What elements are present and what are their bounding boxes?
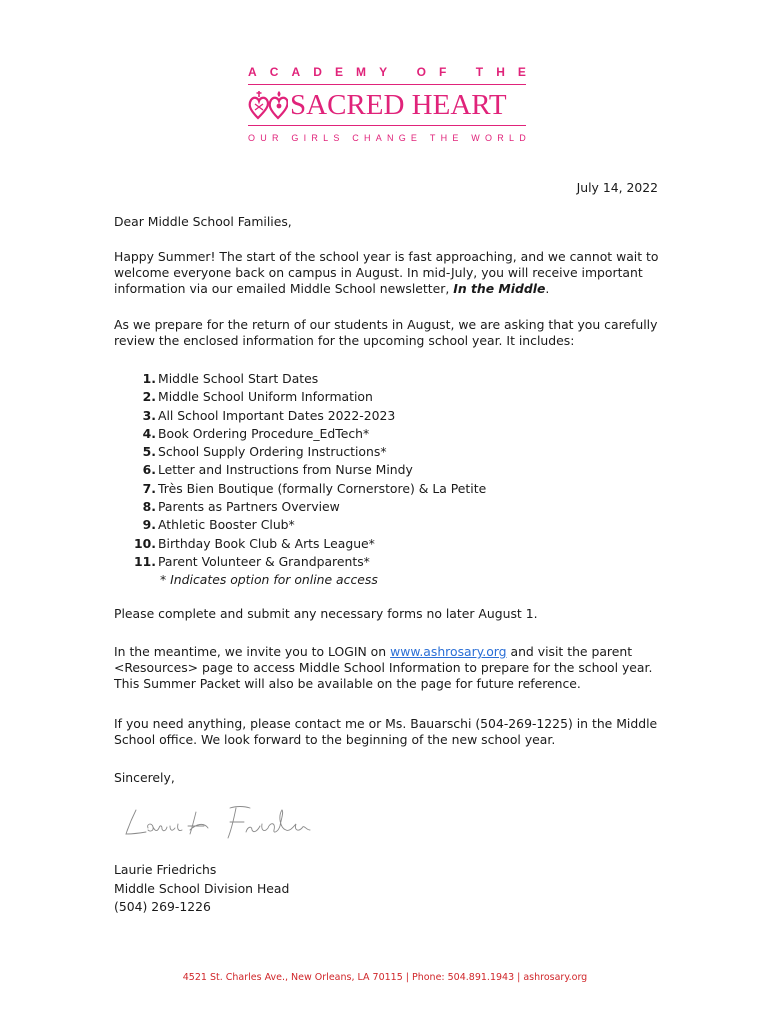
tagline-letter: R — [497, 133, 504, 143]
letterhead — [248, 64, 528, 144]
list-item-text: All School Important Dates 2022-2023 — [158, 407, 396, 423]
tagline-letter: E — [410, 133, 417, 143]
list-item-text: Middle School Uniform Information — [158, 389, 373, 405]
tagline-letter: A — [375, 133, 382, 143]
tagline-letter: H — [364, 133, 371, 143]
academy-letter: F — [438, 65, 447, 79]
tagline-letter: T — [429, 133, 436, 143]
academy-letter: A — [248, 65, 257, 79]
list-item — [114, 443, 674, 461]
list-item-text: Letter and Instructions from Nurse Mindy — [158, 462, 413, 478]
footer-address: 4521 St. Charles Ave., New Orleans, LA 70115 | Phone: 504.891.1943 | ashrosary.org — [182, 972, 588, 983]
academy-letter: M — [356, 65, 367, 79]
tagline-letter: R — [271, 133, 279, 143]
sacred-hearts-logo-icon — [248, 90, 288, 120]
academy-letter: T — [475, 65, 484, 79]
list-item — [114, 535, 674, 553]
list-item — [114, 388, 674, 406]
tagline-letter — [284, 132, 287, 144]
tagline-letter: S — [333, 133, 340, 143]
tagline-letter: L — [508, 133, 514, 143]
academy-letter: A — [291, 65, 301, 79]
list-item-text: Athletic Booster Club* — [158, 517, 295, 533]
list-item — [114, 370, 674, 388]
academy-letter — [459, 64, 462, 80]
newsletter-name: In the Middle — [453, 281, 546, 296]
paragraph-login-after: and visit the parent <Resources> page to access Middle School Information to prepare for the school year. This Summer Packet will also be available on the page for future reference. — [114, 644, 653, 691]
list-item-number: 11. — [134, 553, 156, 569]
tagline-letter: W — [471, 133, 480, 143]
list-item-text: Parent Volunteer & Grandparents* — [158, 553, 370, 569]
list-item — [114, 407, 674, 425]
letterhead-tagline — [248, 132, 526, 144]
letterhead-school-name: SACRED HEART — [290, 89, 507, 121]
letter-date: July 14, 2022 — [576, 180, 658, 195]
list-item-number: 5. — [142, 444, 156, 460]
list-item-number: 6. — [142, 462, 156, 478]
list-item-text: Très Bien Boutique (formally Cornerstore) & La Petite — [158, 480, 487, 496]
list-item — [114, 480, 674, 498]
signer-name: Laurie Friedrichs — [114, 862, 217, 877]
list-item-number: 1. — [142, 371, 156, 386]
academy-letter: H — [496, 65, 505, 79]
signature-block — [114, 861, 674, 917]
academy-letter: C — [269, 65, 279, 79]
tagline-letter: E — [452, 133, 459, 143]
handwritten-signature — [118, 800, 318, 846]
tagline-letter: C — [352, 133, 359, 143]
closing: Sincerely, — [114, 770, 175, 785]
salutation: Dear Middle School Families, — [114, 214, 292, 229]
list-item-number: 7. — [142, 480, 156, 496]
paragraph-login — [114, 644, 674, 692]
signer-title: Middle School Division Head — [114, 880, 290, 896]
online-access-note: * Indicates option for online access — [160, 572, 378, 588]
academy-letter: E — [517, 65, 526, 79]
tagline-letter: G — [398, 133, 406, 143]
tagline-letter: O — [248, 133, 256, 143]
letterhead-academy-of-the — [248, 64, 526, 80]
tagline-letter: L — [323, 133, 329, 143]
list-item — [114, 425, 674, 443]
tagline-letter: H — [440, 133, 448, 143]
tagline-letter: N — [386, 133, 394, 143]
academy-letter — [400, 64, 403, 80]
list-item-text: Parents as Partners Overview — [158, 499, 340, 515]
list-item-number: 10. — [134, 535, 156, 551]
paragraph-deadline: Please complete and submit any necessary forms no later August 1. — [114, 606, 538, 621]
list-item-number: 8. — [142, 499, 156, 515]
enclosure-list — [114, 370, 674, 590]
list-item — [114, 553, 674, 571]
academy-letter: Y — [379, 65, 388, 79]
list-item-text: Birthday Book Club & Arts League* — [158, 535, 375, 551]
list-item-number: 4. — [142, 425, 156, 441]
tagline-letter: G — [291, 133, 299, 143]
tagline-letter — [464, 132, 467, 144]
tagline-letter: O — [485, 133, 493, 143]
tagline-letter: I — [303, 133, 307, 143]
list-item-number: 9. — [142, 517, 156, 533]
signer-phone: (504) 269-1226 — [114, 899, 211, 914]
academy-letter: E — [334, 65, 343, 79]
paragraph-login-before: In the meantime, we invite you to LOGIN on — [114, 644, 391, 659]
list-item-text: Book Ordering Procedure_EdTech* — [158, 425, 370, 441]
website-link[interactable]: www.ashrosary.org — [390, 644, 507, 659]
letterhead-top-rule — [248, 84, 526, 85]
letterhead-bottom-rule — [248, 125, 526, 126]
list-item — [114, 516, 674, 534]
tagline-letter: U — [260, 133, 267, 143]
list-item-text: School Supply Ordering Instructions* — [158, 444, 387, 460]
tagline-letter — [422, 132, 425, 144]
list-item — [114, 498, 674, 516]
paragraph-intro — [114, 249, 674, 297]
paragraph-enclosed: As we prepare for the return of our students in August, we are asking that you carefully review the enclosed information for the upcoming school year. It includes: — [114, 317, 658, 348]
list-item — [114, 461, 674, 479]
paragraph-intro-text: Happy Summer! The start of the school year is fast approaching, and we cannot wait to welcome everyone back on campus in August. In mid-July, you will receive important information via our emailed Middle School newsletter, — [114, 249, 659, 296]
academy-letter: D — [313, 65, 322, 79]
list-item-number: 3. — [142, 407, 156, 423]
list-item-text: Middle School Start Dates — [158, 371, 319, 386]
paragraph-contact: If you need anything, please contact me or Ms. Bauarschi (504-269-1225) in the Middle School office. We look forward to the beginning of the new school year. — [114, 716, 658, 747]
tagline-letter: R — [311, 133, 318, 143]
paragraph-intro-end: . — [545, 281, 550, 296]
tagline-letter: D — [519, 133, 526, 143]
academy-letter: O — [416, 65, 426, 79]
tagline-letter — [345, 132, 348, 144]
list-item-number: 2. — [142, 389, 156, 405]
